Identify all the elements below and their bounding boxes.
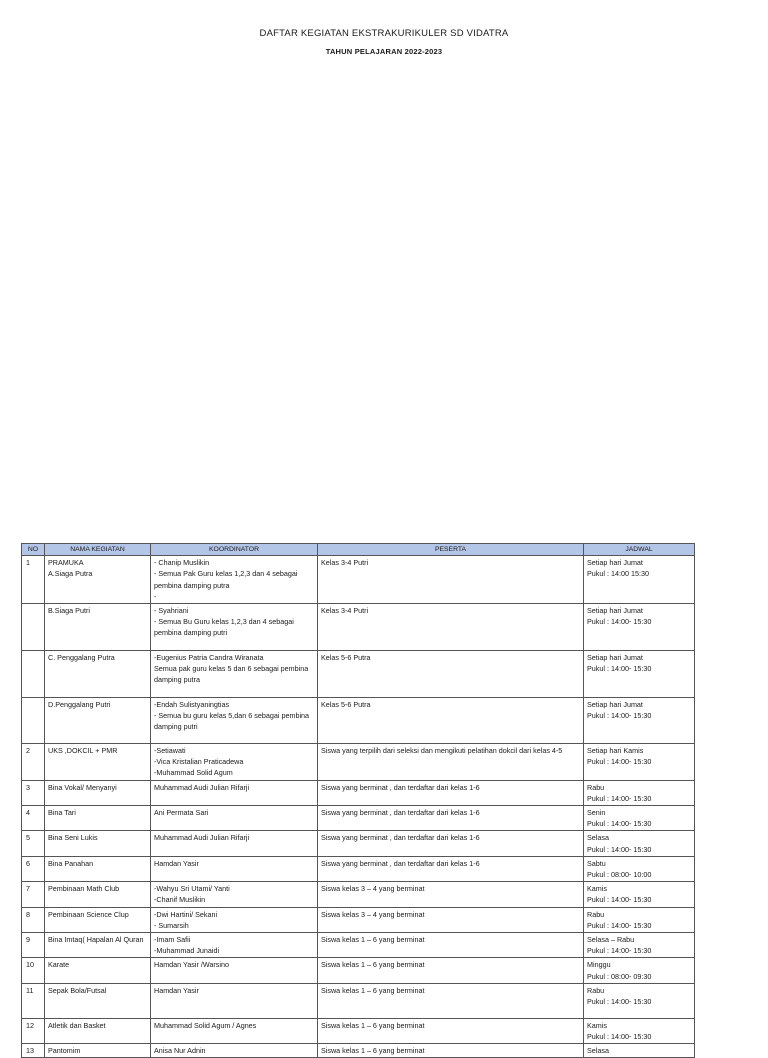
cell-peserta: Siswa kelas 3 – 4 yang berminat	[318, 882, 584, 907]
cell-kegiatan: Bina Seni Lukis	[45, 831, 151, 856]
cell-jadwal: Selasa – Rabu Pukul : 14:00- 15:30	[584, 933, 695, 958]
header-jadwal: JADWAL	[584, 544, 695, 556]
cell-kegiatan: Bina Tari	[45, 806, 151, 831]
header-no: NO	[22, 544, 45, 556]
cell-jadwal: Setiap hari Jumat Pukul : 14:00- 15:30	[584, 604, 695, 651]
cell-jadwal: Rabu Pukul : 14:00- 15:30	[584, 907, 695, 932]
cell-no: 11	[22, 983, 45, 1018]
cell-peserta: Kelas 3-4 Putri	[318, 556, 584, 604]
cell-peserta: Siswa yang terpilih dari seleksi dan mengikuti pelatihan dokcil dari kelas 4-5	[318, 744, 584, 781]
cell-no: 5	[22, 831, 45, 856]
header-nama-kegiatan: NAMA KEGIATAN	[45, 544, 151, 556]
cell-no: 12	[22, 1018, 45, 1043]
header-peserta: PESERTA	[318, 544, 584, 556]
cell-kegiatan: Pembinaan Math Club	[45, 882, 151, 907]
cell-kegiatan: Pembinaan Science Clup	[45, 907, 151, 932]
cell-koordinator: - Chanip Muslikin - Semua Pak Guru kelas 1,2,3 dan 4 sebagai pembina damping putra -	[151, 556, 318, 604]
cell-no: 7	[22, 882, 45, 907]
cell-koordinator: -Setiawati -Vica Kristalian Praticadewa -Muhammad Solid Agum	[151, 744, 318, 781]
cell-jadwal: Senin Pukul : 14:00- 15:30	[584, 806, 695, 831]
cell-jadwal: Rabu Pukul : 14:00- 15:30	[584, 780, 695, 805]
cell-jadwal: Sabtu Pukul : 08:00- 10:00	[584, 856, 695, 881]
cell-no	[22, 604, 45, 651]
cell-no	[22, 651, 45, 698]
table-row	[22, 907, 695, 932]
cell-jadwal: Setiap hari Jumat Pukul : 14:00- 15:30	[584, 698, 695, 744]
cell-no: 1	[22, 556, 45, 604]
table-row	[22, 831, 695, 856]
cell-koordinator: - Syahriani - Semua Bu Guru kelas 1,2,3 dan 4 sebagai pembina damping putri	[151, 604, 318, 651]
cell-kegiatan: C. Penggalang Putra	[45, 651, 151, 698]
cell-no: 8	[22, 907, 45, 932]
cell-no: 3	[22, 780, 45, 805]
cell-kegiatan: Sepak Bola/Futsal	[45, 983, 151, 1018]
cell-kegiatan: Pantomim	[45, 1044, 151, 1058]
cell-no: 10	[22, 958, 45, 983]
cell-kegiatan: Karate	[45, 958, 151, 983]
cell-kegiatan: UKS ,DOKCIL + PMR	[45, 744, 151, 781]
cell-koordinator: -Eugenius Patria Candra Wiranata Semua pak guru kelas 5 dan 6 sebagai pembina damping putra	[151, 651, 318, 698]
cell-kegiatan: B.Siaga Putri	[45, 604, 151, 651]
cell-peserta: Siswa kelas 1 – 6 yang berminat	[318, 958, 584, 983]
cell-peserta: Kelas 3-4 Putri	[318, 604, 584, 651]
document-title: DAFTAR KEGIATAN EKSTRAKURIKULER SD VIDATRA	[259, 28, 509, 39]
cell-jadwal: Selasa Pukul : 14:00- 15:30	[584, 831, 695, 856]
cell-peserta: Siswa yang berminat , dan terdaftar dari kelas 1-6	[318, 780, 584, 805]
cell-kegiatan: Bina Panahan	[45, 856, 151, 881]
cell-kegiatan: Bina Vokal/ Menyanyi	[45, 780, 151, 805]
cell-kegiatan: PRAMUKA A.Siaga Putra	[45, 556, 151, 604]
cell-jadwal: Rabu Pukul : 14:00- 15:30	[584, 983, 695, 1018]
cell-jadwal: Setiap hari Kamis Pukul : 14:00- 15:30	[584, 744, 695, 781]
cell-kegiatan: Bina Imtaq( Hapalan Al Quran	[45, 933, 151, 958]
cell-koordinator: -Imam Safii -Muhammad Junaidi	[151, 933, 318, 958]
cell-jadwal: Kamis Pukul : 14:00- 15:30	[584, 882, 695, 907]
cell-jadwal: Setiap hari Jumat Pukul : 14:00 15:30	[584, 556, 695, 604]
cell-koordinator: Hamdan Yasir /Warsino	[151, 958, 318, 983]
cell-peserta: Siswa yang berminat , dan terdaftar dari kelas 1-6	[318, 831, 584, 856]
cell-koordinator: Muhammad Audi Julian Rifarji	[151, 780, 318, 805]
table-row	[22, 856, 695, 881]
table-header-row	[22, 544, 695, 556]
table-row	[22, 882, 695, 907]
document-subtitle: TAHUN PELAJARAN 2022-2023	[325, 47, 443, 56]
table-row	[22, 556, 695, 604]
cell-kegiatan: Atletik dan Basket	[45, 1018, 151, 1043]
cell-no: 4	[22, 806, 45, 831]
cell-koordinator: -Wahyu Sri Utami/ Yanti -Chanif Muslikin	[151, 882, 318, 907]
cell-no: 2	[22, 744, 45, 781]
cell-peserta: Siswa kelas 3 – 4 yang berminat	[318, 907, 584, 932]
cell-peserta: Siswa yang berminat , dan terdaftar dari kelas 1-6	[318, 806, 584, 831]
table-row	[22, 983, 695, 1018]
cell-peserta: Siswa kelas 1 – 6 yang berminat	[318, 1018, 584, 1043]
table-row	[22, 958, 695, 983]
table-row	[22, 698, 695, 744]
activity-table	[21, 543, 695, 1058]
cell-koordinator: -Dwi Hartini/ Sekani - Sumarsih	[151, 907, 318, 932]
table-row	[22, 1044, 695, 1058]
cell-peserta: Siswa kelas 1 – 6 yang berminat	[318, 1044, 584, 1058]
cell-peserta: Kelas 5-6 Putra	[318, 651, 584, 698]
cell-no	[22, 698, 45, 744]
table-row	[22, 933, 695, 958]
table-row	[22, 651, 695, 698]
cell-no: 9	[22, 933, 45, 958]
cell-jadwal: Setiap hari Jumat Pukul : 14:00- 15:30	[584, 651, 695, 698]
cell-jadwal: Selasa	[584, 1044, 695, 1058]
cell-koordinator: Anisa Nur Adnin	[151, 1044, 318, 1058]
cell-koordinator: Hamdan Yasir	[151, 856, 318, 881]
cell-kegiatan: D.Penggalang Putri	[45, 698, 151, 744]
cell-peserta: Siswa kelas 1 – 6 yang berminat	[318, 933, 584, 958]
table-row	[22, 780, 695, 805]
table-row	[22, 744, 695, 781]
table-row	[22, 806, 695, 831]
table-row	[22, 1018, 695, 1043]
cell-peserta: Kelas 5-6 Putra	[318, 698, 584, 744]
cell-koordinator: Hamdan Yasir	[151, 983, 318, 1018]
cell-peserta: Siswa kelas 1 – 6 yang berminat	[318, 983, 584, 1018]
header-koordinator: KOORDINATOR	[151, 544, 318, 556]
cell-no: 13	[22, 1044, 45, 1058]
cell-jadwal: Kamis Pukul : 14:00- 15:30	[584, 1018, 695, 1043]
cell-no: 6	[22, 856, 45, 881]
cell-koordinator: -Endah Sulistyaningtias - Semua bu guru kelas 5,dan 6 sebagai pembina damping putri	[151, 698, 318, 744]
cell-koordinator: Muhammad Audi Julian Rifarji	[151, 831, 318, 856]
cell-jadwal: Minggu Pukul : 08:00- 09:30	[584, 958, 695, 983]
cell-koordinator: Muhammad Solid Agum / Agnes	[151, 1018, 318, 1043]
cell-peserta: Siswa yang berminat , dan terdaftar dari kelas 1-6	[318, 856, 584, 881]
cell-koordinator: Ani Permata Sari	[151, 806, 318, 831]
table-row	[22, 604, 695, 651]
